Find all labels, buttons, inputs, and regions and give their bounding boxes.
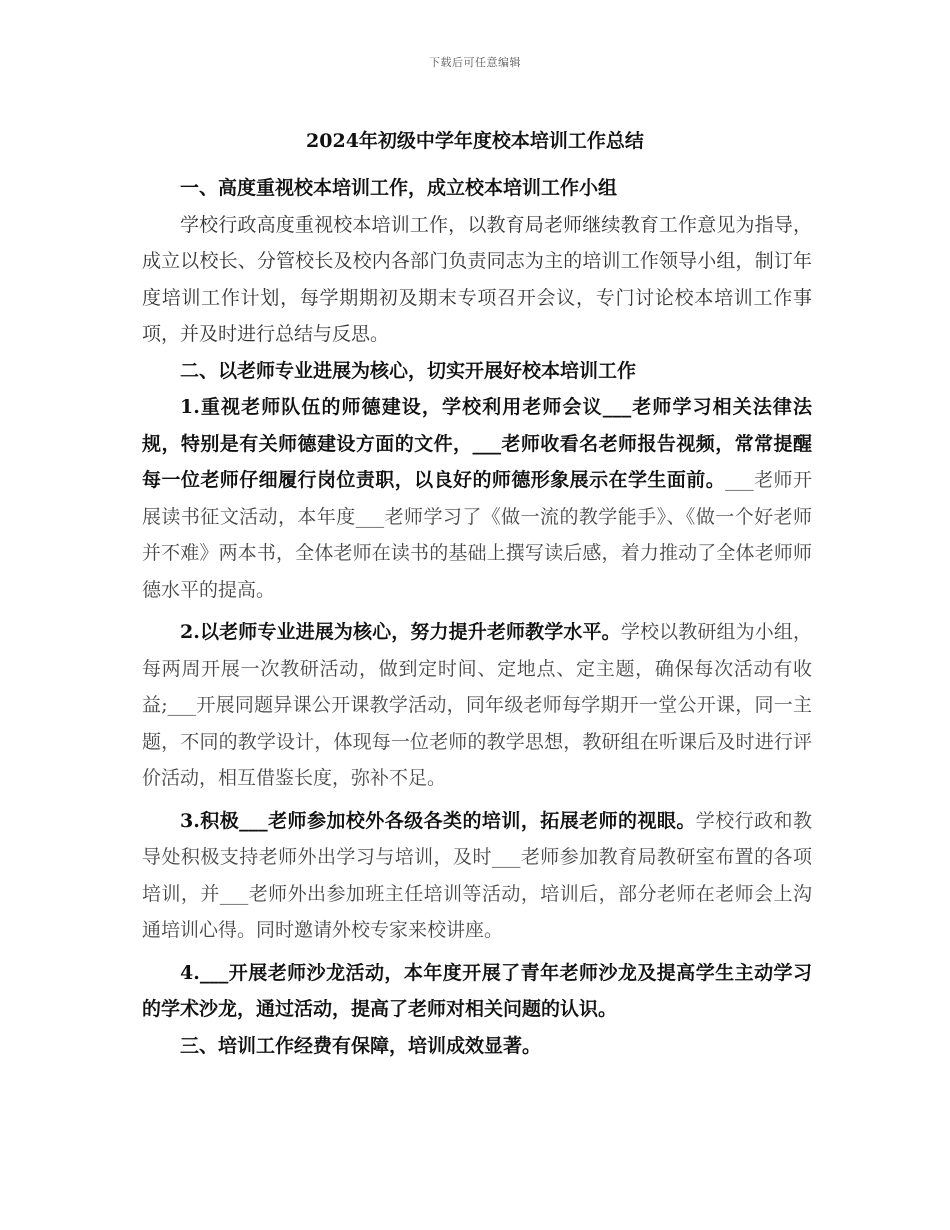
section-2-item-2 <box>142 614 812 797</box>
section-3-heading: 三、培训工作经费有保障，培训成效显著。 <box>180 1034 542 1057</box>
section-2-heading: 二、以老师专业进展为核心，切实开展好校本培训工作 <box>180 359 637 382</box>
item-2-text: 学校以教研组为小组，每两周开展一次教研活动，做到定时间、定地点、定主题，确保每次活动有收益;___开展同题异课公开课教学活动，同年级老师每学期开一堂公开课，同一主题，不同的教学设计，体现每一位老师的教学思想，教研组在听课后及时进行评价活动，相互借鉴长度，弥补不足。 <box>142 621 812 789</box>
item-1-text: ___老师开展读书征文活动，本年度___老师学习了《做一流的教学能手》、《做一个好老师并不难》两本书，全体老师在读书的基础上撰写读后感，着力推动了全体老师师德水平的提高。 <box>142 469 812 601</box>
item-3-lead: 3.积极___老师参加校外各级各类的培训，拓展老师的视眼。 <box>180 809 696 832</box>
item-3-text: 学校行政和教导处积极支持老师外出学习与培训，及时___老师参加教育局教研室布置的各项培训，并___老师外出参加班主任培训等活动，培训后，部分老师在老师会上沟通培训心得。同时邀请外校专家来校讲座。 <box>142 809 812 941</box>
section-2-item-3 <box>142 803 812 949</box>
section-2-item-4: 4.___开展老师沙龙活动，本年度开展了青年老师沙龙及提高学生主动学习的学术沙龙，通过活动，提高了老师对相关问题的认识。 <box>142 961 812 1020</box>
item-2-lead: 2.以老师专业进展为核心，努力提升老师教学水平。 <box>180 621 621 643</box>
section-1-heading: 一、高度重视校本培训工作，成立校本培训工作小组 <box>180 177 618 199</box>
section-2-item-1 <box>142 389 812 608</box>
document-title: 2024年初级中学年度校本培训工作总结 <box>306 130 644 152</box>
section-1-paragraph: 学校行政高度重视校本培训工作，以教育局老师继续教育工作意见为指导，成立以校长、分管校长及校内各部门负责同志为主的培训工作领导小组，制订年度培训工作计划，每学期期初及期末专项召开会议，专门讨论校本培训工作事项，并及时进行总结与反思。 <box>142 213 812 345</box>
item-1-lead: 1.重视老师队伍的师德建设，学校利用老师会议___老师学习相关法律法规，特别是有关师德建设方面的文件，___老师收看名老师报告视频，常常提醒每一位老师仔细履行岗位责职，以良好的师德形象展示在学生面前。 <box>142 396 812 491</box>
page-header-note: 下载后可任意编辑 <box>429 56 521 69</box>
document-body <box>142 170 812 1064</box>
